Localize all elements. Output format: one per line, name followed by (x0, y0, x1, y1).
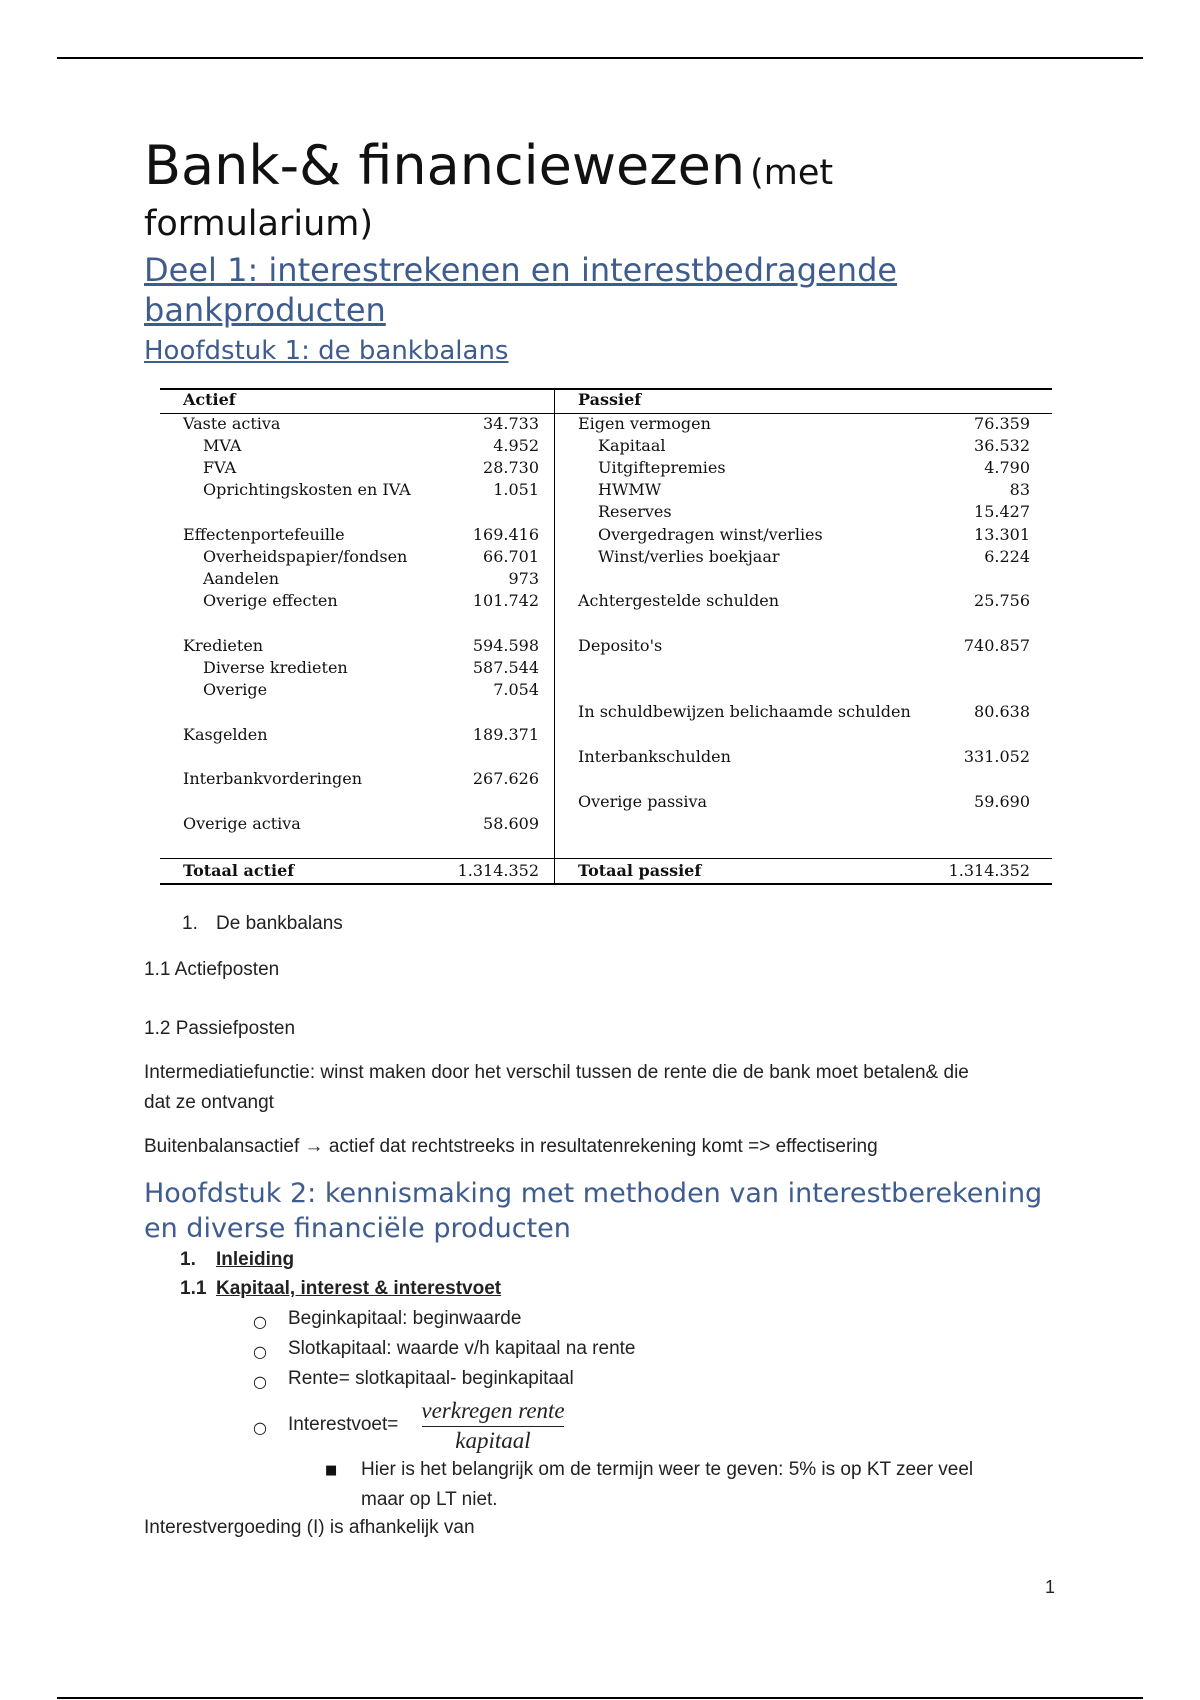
inleiding-number: 1. (180, 1249, 196, 1270)
circle-bullet-icon: ○ (253, 1418, 267, 1437)
table-row: Overheidspapier/fondsen 66.701 (203, 547, 539, 566)
table-row: Overige passiva 59.690 (578, 792, 1030, 811)
chapter2-heading: Hoofdstuk 2: kennismaking met methoden van interestberekening en diverse financiële producten (144, 1178, 1043, 1244)
list-number: 1. (182, 913, 198, 934)
table-row: Uitgiftepremies 4.790 (598, 458, 1030, 477)
formula-denominator: kapitaal (455, 1428, 531, 1453)
table-row: Overgedragen winst/verlies 13.301 (598, 525, 1030, 544)
title-suffix: (met (750, 153, 834, 193)
section-1-1: 1.1 Actiefposten (144, 959, 280, 980)
table-row: Kapitaal 36.532 (598, 436, 1030, 455)
actief-header: Actief (183, 390, 236, 409)
part-heading[interactable] (144, 250, 897, 330)
table-total-rule-bottom (160, 883, 1052, 885)
table-row: Reserves 15.427 (598, 502, 1030, 521)
header-rule (57, 57, 1143, 59)
circle-bullet-icon: ○ (253, 1312, 267, 1331)
table-row: Interbankvorderingen 267.626 (183, 769, 539, 788)
formula-numerator: verkregen rente (421, 1398, 565, 1423)
table-row: Overige 7.054 (203, 680, 539, 699)
intermediation-paragraph: Intermediatiefunctie: winst maken door het verschil tussen de rente die de bank moet betalen& die dat ze ontvangt (144, 1062, 969, 1113)
table-row: Kredieten 594.598 (183, 636, 539, 655)
table-row: FVA 28.730 (203, 458, 539, 477)
table-total-rule-top (160, 858, 1052, 859)
table-row: Achtergestelde schulden 25.756 (578, 591, 1030, 610)
circle-bullet-icon: ○ (253, 1372, 267, 1391)
table-row: HWMW 83 (598, 480, 1030, 499)
table-row: Oprichtingskosten en IVA 1.051 (203, 480, 539, 499)
sub-bullet-item: Hier is het belangrijk om de termijn weer te geven: 5% is op KT zeer veel maar op LT niet. (361, 1459, 974, 1510)
bullet-item: Interestvoet= (288, 1414, 399, 1435)
table-row: Eigen vermogen 76.359 (578, 414, 1030, 433)
bullet-item: Rente= slotkapitaal- beginkapitaal (288, 1368, 574, 1389)
section-1-2: 1.2 Passiefposten (144, 1018, 296, 1039)
inleiding-heading: Inleiding (216, 1249, 295, 1270)
table-row: Overige effecten 101.742 (203, 591, 539, 610)
part-heading-line1: Deel 1: interestrekenen en interestbedragende (144, 251, 898, 289)
table-row: Winst/verlies boekjaar 6.224 (598, 547, 1030, 566)
document-title (144, 134, 834, 245)
title-main: Bank-& financiewezen (144, 134, 746, 197)
circle-bullet-icon: ○ (253, 1342, 267, 1361)
total-actief-row: Totaal actief 1.314.352 (183, 861, 539, 880)
table-row: In schuldbewijzen belichaamde schulden 80.638 (578, 702, 1030, 721)
footer-rule (57, 1697, 1143, 1699)
table-column-divider (554, 388, 555, 885)
subsection-heading: Kapitaal, interest & interestvoet (216, 1278, 502, 1299)
table-row: Deposito's 740.857 (578, 636, 1030, 655)
page-number: 1 (1045, 1577, 1056, 1597)
off-balance-paragraph: Buitenbalansactief → actief dat rechtstreeks in resultatenrekening komt => effectisering (144, 1136, 878, 1157)
bullet-item: Slotkapitaal: waarde v/h kapitaal na rente (288, 1338, 636, 1359)
table-row: Interbankschulden 331.052 (578, 747, 1030, 766)
subsection-number: 1.1 (180, 1278, 207, 1299)
square-bullet-icon: ■ (325, 1463, 338, 1478)
balance-sheet-table (160, 388, 1052, 886)
table-row: Kasgelden 189.371 (183, 725, 539, 744)
list-item-text: De bankbalans (216, 913, 343, 934)
interest-rate-formula (420, 1396, 566, 1455)
interest-paragraph: Interestvergoeding (I) is afhankelijk van (144, 1517, 475, 1538)
title-line2: formularium) (144, 204, 374, 244)
passief-header: Passief (578, 390, 642, 409)
table-row: MVA 4.952 (203, 436, 539, 455)
table-row: Diverse kredieten 587.544 (203, 658, 539, 677)
table-row: Effectenportefeuille 169.416 (183, 525, 539, 544)
table-row: Overige activa 58.609 (183, 814, 539, 833)
part-heading-line2: bankproducten (144, 291, 386, 329)
table-row: Aandelen 973 (203, 569, 539, 588)
table-row: Vaste activa 34.733 (183, 414, 539, 433)
bullet-item: Beginkapitaal: beginwaarde (288, 1308, 522, 1329)
chapter1-heading[interactable]: Hoofdstuk 1: de bankbalans (144, 336, 509, 366)
total-passief-row: Totaal passief 1.314.352 (578, 861, 1030, 880)
